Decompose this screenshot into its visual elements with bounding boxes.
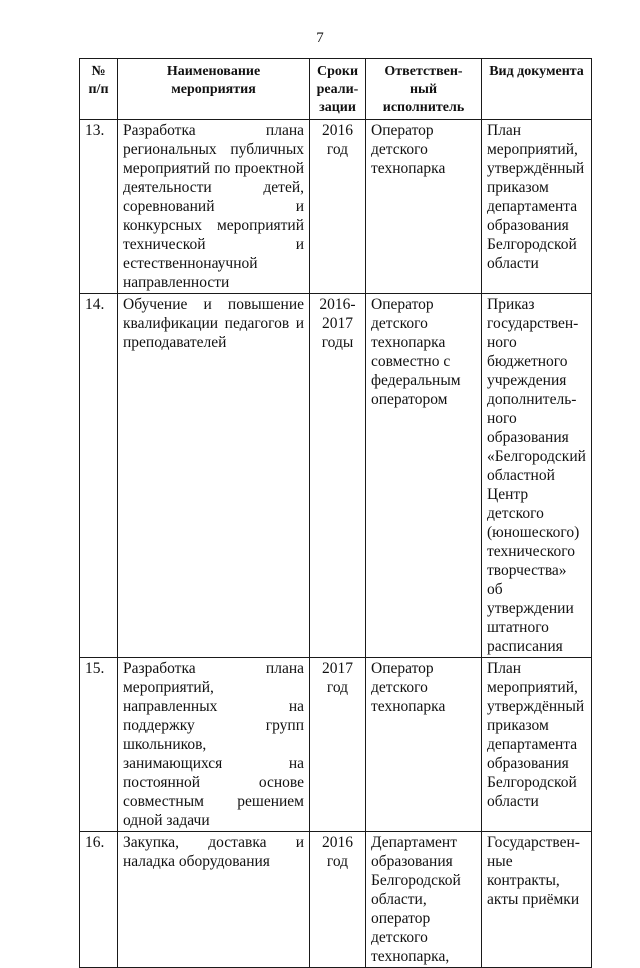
cell-responsible: Оператор детского технопарка: [366, 120, 482, 294]
cell-name: Закупка, доставка и наладка оборудования: [118, 832, 310, 968]
cell-term: 2016 год: [310, 832, 366, 968]
events-table: [79, 58, 592, 968]
cell-document-type: План мероприятий, утверждённый приказом департамента образования Белгородской области: [482, 658, 592, 832]
cell-name: Разработка плана региональных публичных мероприятий по проектной деятельности детей, соревнований и конкурсных мероприятий технической и естественнонаучной направленности: [118, 120, 310, 294]
cell-term: 2017 год: [310, 658, 366, 832]
cell-responsible: Департамент образования Белгородской области, оператор детского технопарка,: [366, 832, 482, 968]
cell-num: 13.: [80, 120, 118, 294]
cell-num: 15.: [80, 658, 118, 832]
table-row: [80, 294, 592, 658]
cell-num: 14.: [80, 294, 118, 658]
cell-document-type: Государствен- ные контракты, акты приёмки: [482, 832, 592, 968]
cell-term: 2016- 2017 годы: [310, 294, 366, 658]
header-term: Сроки реали- зации: [310, 59, 366, 120]
header-name: Наименование мероприятия: [118, 59, 310, 120]
cell-name: Разработка плана мероприятий, направленных на поддержку групп школьников, занимающихся на постоянной основе совместным решением одной задачи: [118, 658, 310, 832]
cell-document-type: План мероприятий, утверждённый приказом департамента образования Белгородской области: [482, 120, 592, 294]
cell-responsible: Оператор детского технопарка: [366, 658, 482, 832]
cell-term: 2016 год: [310, 120, 366, 294]
table-row: [80, 120, 592, 294]
table-row: [80, 658, 592, 832]
table-header-row: [80, 59, 592, 120]
cell-document-type: Приказ государствен- ного бюджетного учреждения дополнитель- ного образования «Белгородский областной Центр детского (юношеского) технического творчества» об утверждении штатного расписания: [482, 294, 592, 658]
cell-num: 16.: [80, 832, 118, 968]
page-number: 7: [316, 30, 324, 46]
header-num: № п/п: [80, 59, 118, 120]
header-responsible: Ответствен- ный исполнитель: [366, 59, 482, 120]
table-row: [80, 832, 592, 968]
cell-name: Обучение и повышение квалификации педагогов и преподавателей: [118, 294, 310, 658]
cell-responsible: Оператор детского технопарка совместно с федеральным оператором: [366, 294, 482, 658]
header-document-type: Вид документа: [482, 59, 592, 120]
